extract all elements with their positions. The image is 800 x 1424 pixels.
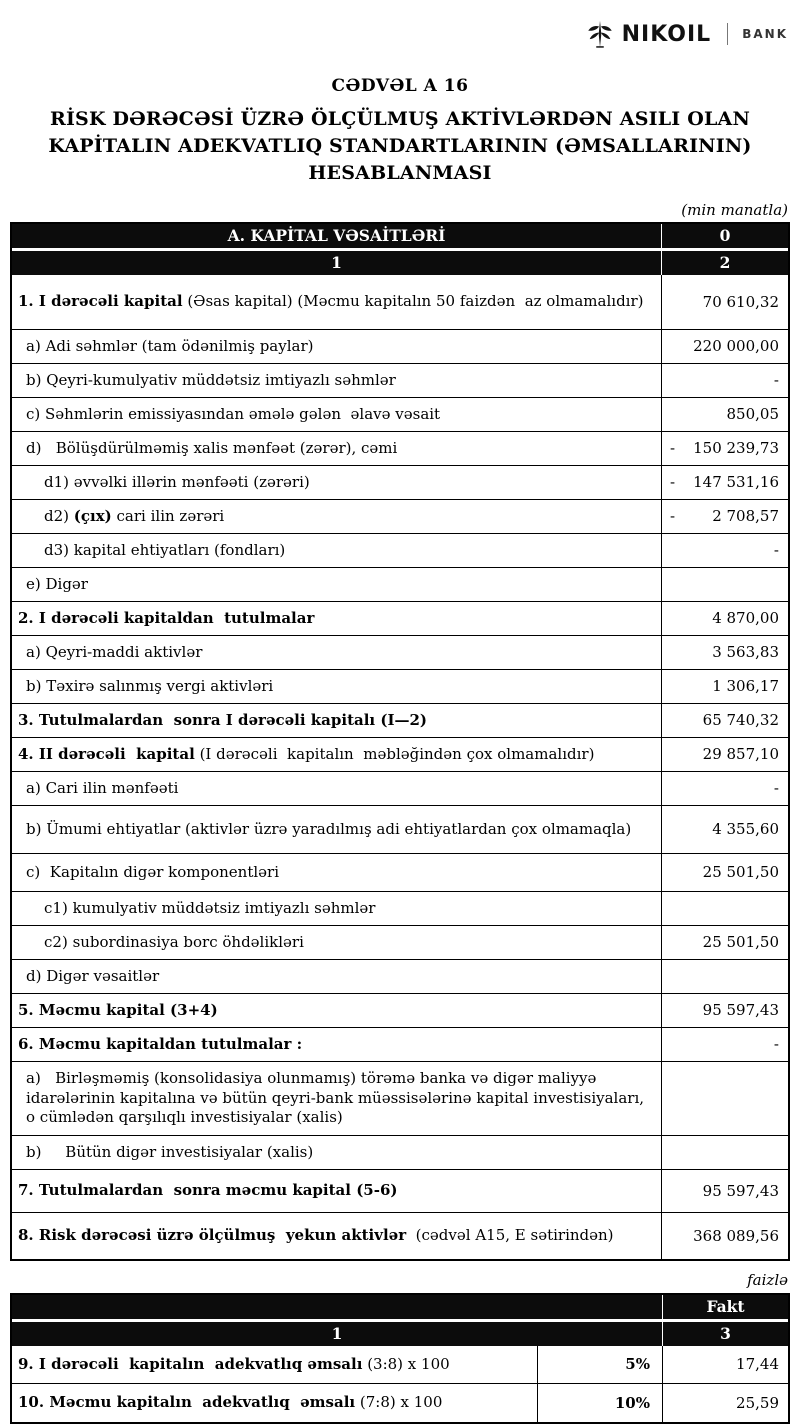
header-empty-cell bbox=[12, 1295, 663, 1319]
row-label bbox=[12, 960, 662, 993]
row-value-cell bbox=[662, 1028, 788, 1061]
row-label bbox=[12, 670, 662, 703]
table-row bbox=[12, 892, 788, 926]
table-row bbox=[12, 568, 788, 602]
label-text: d1) əvvəlki illərin mənfəəti (zərəri) bbox=[44, 472, 310, 491]
row-label bbox=[12, 926, 662, 959]
subheader-col-3: 3 bbox=[720, 1324, 731, 1344]
table-row bbox=[12, 364, 788, 398]
row-value-cell bbox=[662, 1213, 788, 1259]
nikoil-emblem-icon bbox=[585, 19, 615, 49]
table-row bbox=[12, 1062, 788, 1136]
label-text: b) Qeyri-kumulyativ müddətsiz imtiyazlı səhmlər bbox=[26, 370, 396, 389]
row-label bbox=[12, 772, 662, 805]
table-row bbox=[12, 432, 788, 466]
row-label bbox=[12, 398, 662, 431]
brand-name: NIKOIL bbox=[621, 21, 712, 47]
label-text: cari ilin zərəri bbox=[111, 506, 225, 525]
header-fakt: Fakt bbox=[706, 1297, 745, 1317]
title-block bbox=[10, 76, 790, 187]
row-label bbox=[12, 892, 662, 925]
subheader-col-2: 2 bbox=[719, 253, 731, 273]
row-label bbox=[12, 1213, 662, 1259]
row-value-cell bbox=[662, 854, 788, 891]
label-text: (Əsas kapital) (Məcmu kapitalın 50 faizdən az olmamalıdır) bbox=[182, 292, 644, 311]
row-label bbox=[12, 364, 662, 397]
table-row bbox=[12, 534, 788, 568]
label-text: b) Təxirə salınmış vergi aktivləri bbox=[26, 676, 274, 695]
value-text: 65 740,32 bbox=[702, 711, 779, 730]
value-text: 1 306,17 bbox=[712, 677, 779, 696]
row-value-cell bbox=[663, 1384, 788, 1422]
row-label bbox=[12, 704, 662, 737]
header-bar bbox=[10, 14, 790, 54]
table-row bbox=[12, 398, 788, 432]
row-value-cell bbox=[662, 772, 788, 805]
label-bold-text: 2. I dərəcəli kapitaldan tutulmalar bbox=[18, 608, 315, 627]
value-text: - bbox=[773, 1035, 779, 1054]
value-text: 25,59 bbox=[736, 1393, 779, 1412]
row-value-cell bbox=[662, 398, 788, 431]
row-label bbox=[12, 500, 662, 533]
minus-sign: - bbox=[670, 507, 676, 526]
table-row bbox=[12, 330, 788, 364]
label-text: c) Kapitalın digər komponentləri bbox=[26, 862, 279, 881]
row-label bbox=[12, 330, 662, 363]
row-value-cell bbox=[662, 892, 788, 925]
label-text: b) Ümumi ehtiyatlar (aktivlər üzrə yaradılmış adi ehtiyatlardan çox olmamaqla) bbox=[26, 819, 632, 838]
table-row bbox=[12, 960, 788, 994]
row-label bbox=[12, 568, 662, 601]
adequacy-table-header bbox=[12, 1295, 788, 1322]
value-text: 4 870,00 bbox=[712, 609, 779, 628]
label-bold-text: 3. Tutulmalardan sonra I dərəcəli kapitalı (I—2) bbox=[18, 710, 427, 729]
value-text: 25 501,50 bbox=[702, 933, 779, 952]
value-text: 850,05 bbox=[726, 405, 779, 424]
label-text: c2) subordinasiya borc öhdəlikləri bbox=[44, 932, 304, 951]
table-row bbox=[12, 602, 788, 636]
table-row bbox=[12, 926, 788, 960]
row-value-cell bbox=[662, 432, 788, 465]
capital-table-header bbox=[12, 224, 788, 251]
row-value-cell bbox=[662, 1062, 788, 1135]
subheader-col-1: 1 bbox=[12, 1322, 663, 1346]
table-row bbox=[12, 854, 788, 892]
label-text: (7:8) x 100 bbox=[355, 1393, 443, 1412]
unit-note: (min manatla) bbox=[681, 200, 788, 219]
row-label bbox=[12, 1028, 662, 1061]
label-bold-text: 6. Məcmu kapitaldan tutulmalar : bbox=[18, 1034, 303, 1053]
label-text: a) Birləşməmiş (konsolidasiya olunmamış) törəmə banka və digər maliyyə idarələrinin kapitalına və bütün qeyri-bank müəssisələrinə kapital investisiyaları, o cümlədən qarşılıqlı investisiyalar (xalis) bbox=[26, 1069, 649, 1127]
value-text: 95 597,43 bbox=[702, 1001, 779, 1020]
row-value-cell bbox=[662, 960, 788, 993]
value-text: 3 563,83 bbox=[712, 643, 779, 662]
row-label bbox=[12, 275, 662, 329]
row-value-cell bbox=[662, 1136, 788, 1169]
row-value-cell bbox=[662, 602, 788, 635]
row-label bbox=[12, 1346, 538, 1383]
label-text: d3) kapital ehtiyatları (fondları) bbox=[44, 540, 286, 559]
value-text: 70 610,32 bbox=[702, 292, 779, 311]
label-text: c1) kumulyativ müddətsiz imtiyazlı səhmlər bbox=[44, 898, 376, 917]
row-label bbox=[12, 466, 662, 499]
label-text: b) Bütün digər investisiyalar (xalis) bbox=[26, 1142, 314, 1161]
row-value-cell bbox=[663, 1346, 788, 1383]
logo-divider bbox=[727, 23, 728, 45]
table-row bbox=[12, 636, 788, 670]
row-label bbox=[12, 1062, 662, 1135]
row-value-cell bbox=[662, 275, 788, 329]
label-text: c) Səhmlərin emissiyasından əmələ gələn əlavə vəsait bbox=[26, 404, 441, 423]
nikoil-logo bbox=[585, 14, 788, 54]
value-text: 4 355,60 bbox=[712, 820, 779, 839]
label-text: a) Qeyri-maddi aktivlər bbox=[26, 642, 203, 661]
row-label bbox=[12, 432, 662, 465]
value-text: 220 000,00 bbox=[693, 337, 779, 356]
table-code: CƏDVƏL A 16 bbox=[331, 76, 469, 96]
page-title-line-1: RİSK DƏRƏCƏSİ ÜZRƏ ÖLÇÜLMUŞ AKTİVLƏRDƏN ASILI OLAN bbox=[49, 108, 751, 130]
table-row bbox=[12, 1384, 788, 1422]
value-text: 17,44 bbox=[736, 1355, 779, 1374]
row-value-cell bbox=[662, 636, 788, 669]
value-text: 25 501,50 bbox=[702, 863, 779, 882]
value-text: - bbox=[773, 541, 779, 560]
label-text: d2) bbox=[44, 506, 74, 525]
subheader-col-1: 1 bbox=[12, 251, 662, 275]
row-label bbox=[12, 1170, 662, 1212]
row-label bbox=[12, 1136, 662, 1169]
table-row bbox=[12, 1136, 788, 1170]
row-value-cell bbox=[662, 568, 788, 601]
row-label bbox=[12, 1384, 538, 1422]
label-bold-text: 4. II dərəcəli kapital bbox=[18, 744, 195, 763]
label-bold-text: 8. Risk dərəcəsi üzrə ölçülmuş yekun aktivlər bbox=[18, 1226, 407, 1245]
label-text: (I dərəcəli kapitalın məbləğindən çox olmamalıdır) bbox=[194, 744, 595, 763]
row-norm-cell bbox=[538, 1384, 663, 1422]
minus-sign: - bbox=[670, 473, 676, 492]
row-value-cell bbox=[662, 806, 788, 853]
row-value-cell bbox=[662, 926, 788, 959]
row-value-cell bbox=[662, 704, 788, 737]
label-text: a) Cari ilin mənfəəti bbox=[26, 778, 179, 797]
row-value-cell bbox=[662, 466, 788, 499]
label-bold-text: 1. I dərəcəli kapital bbox=[18, 292, 183, 311]
row-label bbox=[12, 636, 662, 669]
table-row bbox=[12, 275, 788, 330]
table-row bbox=[12, 994, 788, 1028]
value-text: 368 089,56 bbox=[693, 1226, 779, 1245]
label-bold-text: 10. Məcmu kapitalın adekvatlıq əmsalı bbox=[18, 1393, 356, 1412]
norm-value: 5% bbox=[625, 1355, 650, 1374]
minus-sign: - bbox=[670, 439, 676, 458]
label-text: a) Adi səhmlər (tam ödənilmiş paylar) bbox=[26, 336, 314, 355]
row-label bbox=[12, 994, 662, 1027]
label-text: (3:8) x 100 bbox=[362, 1354, 450, 1373]
header-col-0: 0 bbox=[719, 226, 731, 246]
row-value-cell bbox=[662, 1170, 788, 1212]
value-text: - bbox=[773, 371, 779, 390]
percent-note: faizlə bbox=[747, 1270, 788, 1289]
table-row bbox=[12, 806, 788, 854]
value-text: 29 857,10 bbox=[702, 745, 779, 764]
table-row bbox=[12, 1213, 788, 1259]
row-value-cell bbox=[662, 534, 788, 567]
label-bold-text: 5. Məcmu kapital (3+4) bbox=[18, 1000, 218, 1019]
capital-table bbox=[10, 222, 790, 1261]
row-value-cell bbox=[662, 330, 788, 363]
label-text: e) Digər bbox=[26, 574, 88, 593]
table-row bbox=[12, 704, 788, 738]
value-text: 95 597,43 bbox=[702, 1181, 779, 1200]
row-value-cell bbox=[662, 994, 788, 1027]
table-row bbox=[12, 466, 788, 500]
table-row bbox=[12, 772, 788, 806]
capital-table-body bbox=[12, 275, 788, 1259]
value-text: 147 531,16 bbox=[693, 473, 779, 492]
table-row bbox=[12, 1170, 788, 1213]
row-label bbox=[12, 534, 662, 567]
label-text: d) Bölüşdürülməmiş xalis mənfəət (zərər), cəmi bbox=[26, 438, 398, 457]
row-value-cell bbox=[662, 670, 788, 703]
brand-suffix: BANK bbox=[742, 27, 788, 41]
value-text: 150 239,73 bbox=[693, 439, 779, 458]
header-section-title: A. KAPİTAL VƏSAİTLƏRİ bbox=[12, 224, 662, 248]
page-title-line-2: KAPİTALIN ADEKVATLIQ STANDARTLARININ (ƏMSALLARININ) bbox=[48, 134, 752, 157]
label-bold-text: 7. Tutulmalardan sonra məcmu kapital (5-6) bbox=[18, 1181, 398, 1200]
norm-value: 10% bbox=[614, 1393, 650, 1412]
label-bold-text: 9. I dərəcəli kapitalın adekvatlıq əmsalı bbox=[18, 1354, 363, 1373]
page-title-line-3: HESABLANMASI bbox=[308, 161, 492, 184]
row-label bbox=[12, 602, 662, 635]
adequacy-table bbox=[10, 1293, 790, 1424]
row-label bbox=[12, 806, 662, 853]
value-text: 2 708,57 bbox=[712, 507, 779, 526]
table-row bbox=[12, 670, 788, 704]
row-norm-cell bbox=[538, 1346, 663, 1383]
value-text: - bbox=[773, 779, 779, 798]
adequacy-table-body bbox=[12, 1346, 788, 1422]
row-label bbox=[12, 738, 662, 771]
row-value-cell bbox=[662, 500, 788, 533]
row-value-cell bbox=[662, 364, 788, 397]
label-text: (cədvəl A15, E sətirindən) bbox=[406, 1226, 614, 1245]
row-value-cell bbox=[662, 738, 788, 771]
capital-table-subheader bbox=[12, 251, 788, 275]
row-label bbox=[12, 854, 662, 891]
table-row bbox=[12, 738, 788, 772]
adequacy-table-subheader bbox=[12, 1322, 788, 1346]
label-bold-text: (çıx) bbox=[73, 506, 112, 525]
table-row bbox=[12, 500, 788, 534]
label-text: d) Digər vəsaitlər bbox=[26, 966, 160, 985]
table-row bbox=[12, 1028, 788, 1062]
table-row bbox=[12, 1346, 788, 1384]
